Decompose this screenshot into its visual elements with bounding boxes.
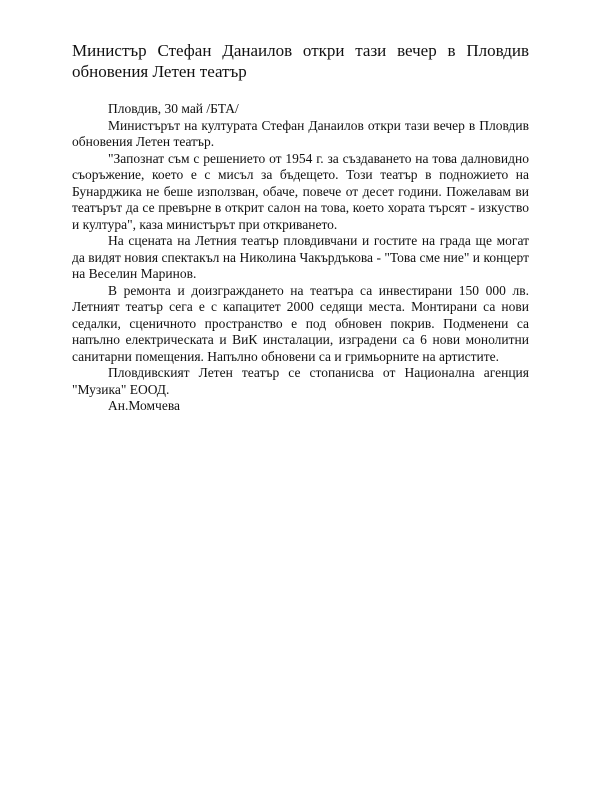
article-body <box>72 101 529 415</box>
paragraph-performances: На сцената на Летния театър пловдивчани и гостите на града ще могат да видят новия спектакъл на Николина Чакърдъкова - "Това сме ние" и концерт на Веселин Маринов. <box>72 233 529 281</box>
article-title: Министър Стефан Данаилов откри тази вечер в Пловдив обновения Летен театър <box>72 41 529 81</box>
paragraph-intro: Министърът на културата Стефан Данаилов откри тази вечер в Пловдив обновения Летен театър. <box>72 117 529 149</box>
paragraph-management: Пловдивският Летен театър се стопанисва от Национална агенция "Музика" ЕООД. <box>72 365 529 397</box>
paragraph-renovation: В ремонта и доизграждането на театъра са инвестирани 150 000 лв. Летният театър сега е с капацитет 2000 седящи места. Монтирани са нови седалки, сценичното пространство е под обновен покрив. Подменени са напълно електрическата и ВиК инсталации, изградени са 6 нови монолитни санитарни помещения. Напълно обновени са и гримьорните на артистите. <box>72 282 529 364</box>
paragraph-quote: "Запознат съм с решението от 1954 г. за създаването на това далновидно съоръжение, което е с мисъл за бъдещето. Този театър в подножието на Бунарджика не беше използван, обаче, повече от десет години. Пожелавам ви театърът да се превърне в открит салон на това, което хората търсят - изкуство и култура", каза министърът при откриването. <box>72 150 529 232</box>
dateline: Пловдив, 30 май /БТА/ <box>108 101 239 116</box>
author-signature: Ан.Момчева <box>108 398 181 413</box>
